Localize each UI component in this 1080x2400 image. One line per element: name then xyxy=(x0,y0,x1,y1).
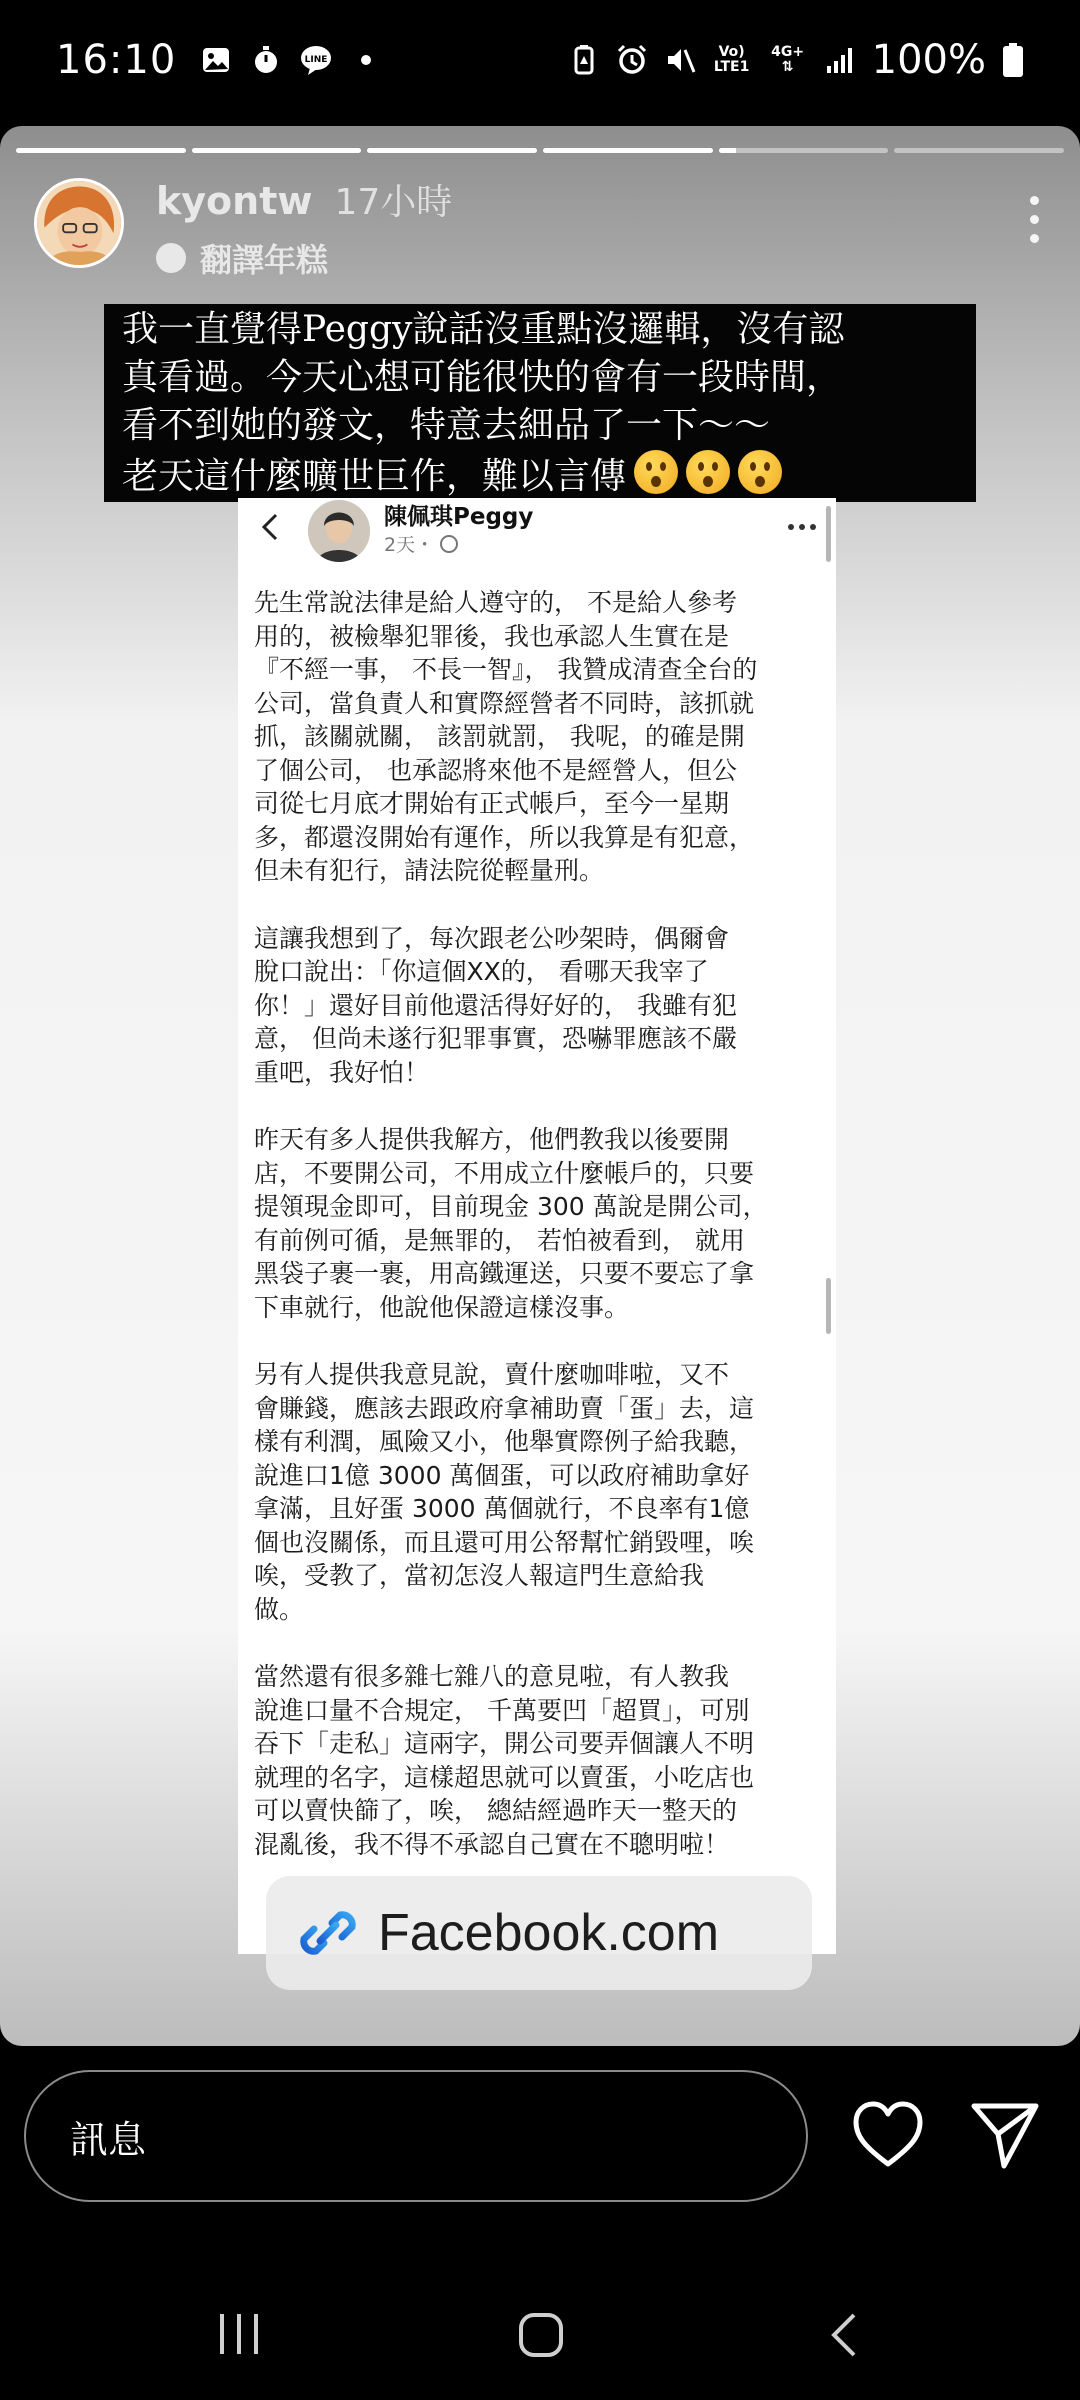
post-text-line: 混亂後，我不得不承認自己實在不聰明啦！ xyxy=(254,1829,730,1859)
volte-bottom-label: LTE1 xyxy=(713,59,750,75)
send-icon[interactable] xyxy=(968,2098,1042,2172)
more-options-icon[interactable] xyxy=(1022,196,1046,243)
stopwatch-icon xyxy=(250,44,282,76)
post-text-line: 這讓我想到了，每次跟老公吵架時，偶爾會 xyxy=(254,923,730,953)
line-label: LINE xyxy=(304,55,328,65)
post-text-line: 公司，當負責人和實際經營者不同時，該抓就 xyxy=(254,688,755,718)
post-text-line: 做。 xyxy=(254,1594,305,1624)
post-more-icon xyxy=(788,524,816,530)
progress-segment xyxy=(719,148,889,153)
post-text-line: 下車就行，他說他保證這樣沒事。 xyxy=(254,1292,630,1322)
system-nav-bar xyxy=(0,2280,1080,2390)
post-text-line: 脫口說出：「你這個XX的， 看哪天我宰了 xyxy=(254,957,709,986)
post-text-line: 用的，被檢舉犯罪後，我也承認人生實在是 xyxy=(254,621,730,651)
post-text-line: 另有人提供我意見說，賣什麼咖啡啦，又不 xyxy=(254,1360,730,1389)
post-text-line: 吞下「走私」這兩字，開公司要弄個讓人不明 xyxy=(254,1729,755,1758)
post-text-line: 重吧，我好怕！ xyxy=(254,1057,430,1087)
post-paragraph xyxy=(254,1660,814,1861)
post-text-line: 當然還有很多雜七雜八的意見啦，有人教我 xyxy=(254,1662,730,1691)
globe-icon xyxy=(440,535,458,553)
progress-segment xyxy=(192,148,362,153)
battery-icon xyxy=(1002,44,1024,76)
scrollbar-thumb xyxy=(826,1278,831,1334)
astonished-face-emoji-icon xyxy=(738,450,782,494)
dot-icon xyxy=(350,44,382,76)
message-placeholder: 訊息 xyxy=(70,2117,147,2162)
post-text-line: 先生常說法律是給人遵守的， 不是給人參考 xyxy=(254,588,737,617)
post-text-line: 說進口1億 3000 萬個蛋，可以政府補助拿好 xyxy=(254,1460,750,1490)
caption-line: 真看過。今天心想可能很快的會有一段時間， xyxy=(122,357,843,398)
post-text-line: 但未有犯行，請法院從輕量刑。 xyxy=(254,856,605,885)
caption-line: 看不到她的發文，特意去細品了一下～～ xyxy=(122,405,771,446)
battery-saver-icon xyxy=(568,44,600,76)
post-text-line: 提領現金即可，目前現金 300 萬說是開公司， xyxy=(254,1192,768,1221)
caption-line: 老天這什麼曠世巨作，難以言傳 xyxy=(122,456,627,497)
story-header xyxy=(34,174,1046,294)
post-text-line: 抓，該關就關， 該罰就罰， 我呢，的確是開 xyxy=(254,722,745,751)
gallery-notification-icon xyxy=(200,44,232,76)
mute-icon xyxy=(664,44,696,76)
back-icon[interactable] xyxy=(826,2312,860,2358)
network-icon xyxy=(768,44,808,76)
home-icon[interactable] xyxy=(518,2312,564,2358)
volte-icon xyxy=(712,44,752,76)
post-meta xyxy=(384,530,458,557)
story-progress-bar xyxy=(16,148,1064,153)
post-text-line: 唉，受教了，當初怎沒人報這門生意給我 xyxy=(254,1561,705,1590)
post-text-line: 『不經一事， 不長一智』， 我贊成清查全台的 xyxy=(254,655,758,684)
story-time-ago: 17小時 xyxy=(334,182,453,223)
post-header xyxy=(238,498,836,578)
back-arrow-icon xyxy=(256,512,286,542)
network-label: 4G+ xyxy=(771,44,805,60)
message-bar xyxy=(0,2070,1080,2200)
alarm-icon xyxy=(616,44,648,76)
progress-segment xyxy=(894,148,1064,153)
post-paragraph xyxy=(254,922,814,1090)
status-time: 16:10 xyxy=(56,37,177,83)
message-input[interactable] xyxy=(24,2070,808,2202)
post-text-line: 你！」還好目前他還活得好好的， 我雖有犯 xyxy=(254,990,737,1020)
post-text-line: 會賺錢，應該去跟政府拿補助賣「蛋」去，這 xyxy=(254,1393,755,1423)
post-paragraph xyxy=(254,586,814,888)
post-text-line: 個也沒關係，而且還可用公帑幫忙銷毀哩，唉 xyxy=(254,1527,755,1557)
post-text-line: 樣有利潤，風險又小，他舉實際例子給我聽， xyxy=(254,1427,755,1456)
post-text-line: 司從七月底才開始有正式帳戶，至今一星期 xyxy=(254,789,730,818)
story-viewer[interactable] xyxy=(0,126,1080,2046)
translate-label-row[interactable] xyxy=(156,235,452,281)
post-text-line: 就理的名字，這樣超思就可以賣蛋，小吃店也 xyxy=(254,1762,755,1792)
post-text-line: 有前例可循，是無罪的， 若怕被看到， 就用 xyxy=(254,1225,745,1255)
post-paragraph xyxy=(254,1123,814,1324)
caption-line-with-emoji xyxy=(122,450,958,501)
facebook-post-screenshot xyxy=(238,498,836,1954)
link-sticker[interactable] xyxy=(266,1876,812,1990)
post-body xyxy=(254,586,814,1895)
post-text-line: 黑袋子裹一裹，用高鐵運送，只要不要忘了拿 xyxy=(254,1259,755,1288)
astonished-face-emoji-icon xyxy=(686,450,730,494)
volte-top-label: Vo) xyxy=(718,44,745,60)
scrollbar-thumb xyxy=(826,506,831,562)
progress-segment xyxy=(543,148,713,153)
post-text-line: 說進口量不合規定， 千萬要凹「超買」，可別 xyxy=(254,1695,750,1725)
post-text-line: 店，不要開公司，不用成立什麼帳戶的，只要 xyxy=(254,1158,755,1188)
caption-line: 我一直覺得Peggy說話沒重點沒邏輯，沒有認 xyxy=(122,309,845,350)
user-avatar[interactable] xyxy=(34,178,124,268)
signal-icon xyxy=(824,44,856,76)
post-text-line: 可以賣快篩了，唉， 總結經過昨天一整天的 xyxy=(254,1796,737,1825)
status-bar xyxy=(0,0,1080,120)
story-caption xyxy=(104,304,976,502)
progress-segment xyxy=(367,148,537,153)
audio-icon xyxy=(156,243,186,273)
post-paragraph xyxy=(254,1358,814,1626)
post-text-line: 了個公司， 也承認將來他不是經營人，但公 xyxy=(254,755,737,785)
translate-label: 翻譯年糕 xyxy=(200,241,329,279)
battery-percent: 100% xyxy=(871,37,986,83)
post-text-line: 意， 但尚未遂行犯罪事實，恐嚇罪應該不嚴 xyxy=(254,1024,737,1053)
link-label: Facebook.com xyxy=(378,1904,720,1962)
network-arrows-icon: ⇅ xyxy=(781,59,794,75)
recent-apps-icon[interactable] xyxy=(214,2310,264,2358)
post-author-avatar xyxy=(308,500,370,562)
post-text-line: 拿滿，且好蛋 3000 萬個就行，不良率有1億 xyxy=(254,1494,750,1523)
progress-segment xyxy=(16,148,186,153)
post-text-line: 多，都還沒開始有運作，所以我算是有犯意， xyxy=(254,822,755,852)
heart-icon[interactable] xyxy=(850,2098,926,2174)
post-author-name: 陳佩琪Peggy xyxy=(384,504,534,530)
line-app-icon xyxy=(300,44,332,76)
story-username[interactable]: kyontw xyxy=(156,179,313,223)
post-text-line: 昨天有多人提供我解方，他們教我以後要開 xyxy=(254,1125,730,1154)
link-icon xyxy=(294,1899,362,1967)
post-time: 2天・ xyxy=(384,534,435,556)
astonished-face-emoji-icon xyxy=(634,450,678,494)
